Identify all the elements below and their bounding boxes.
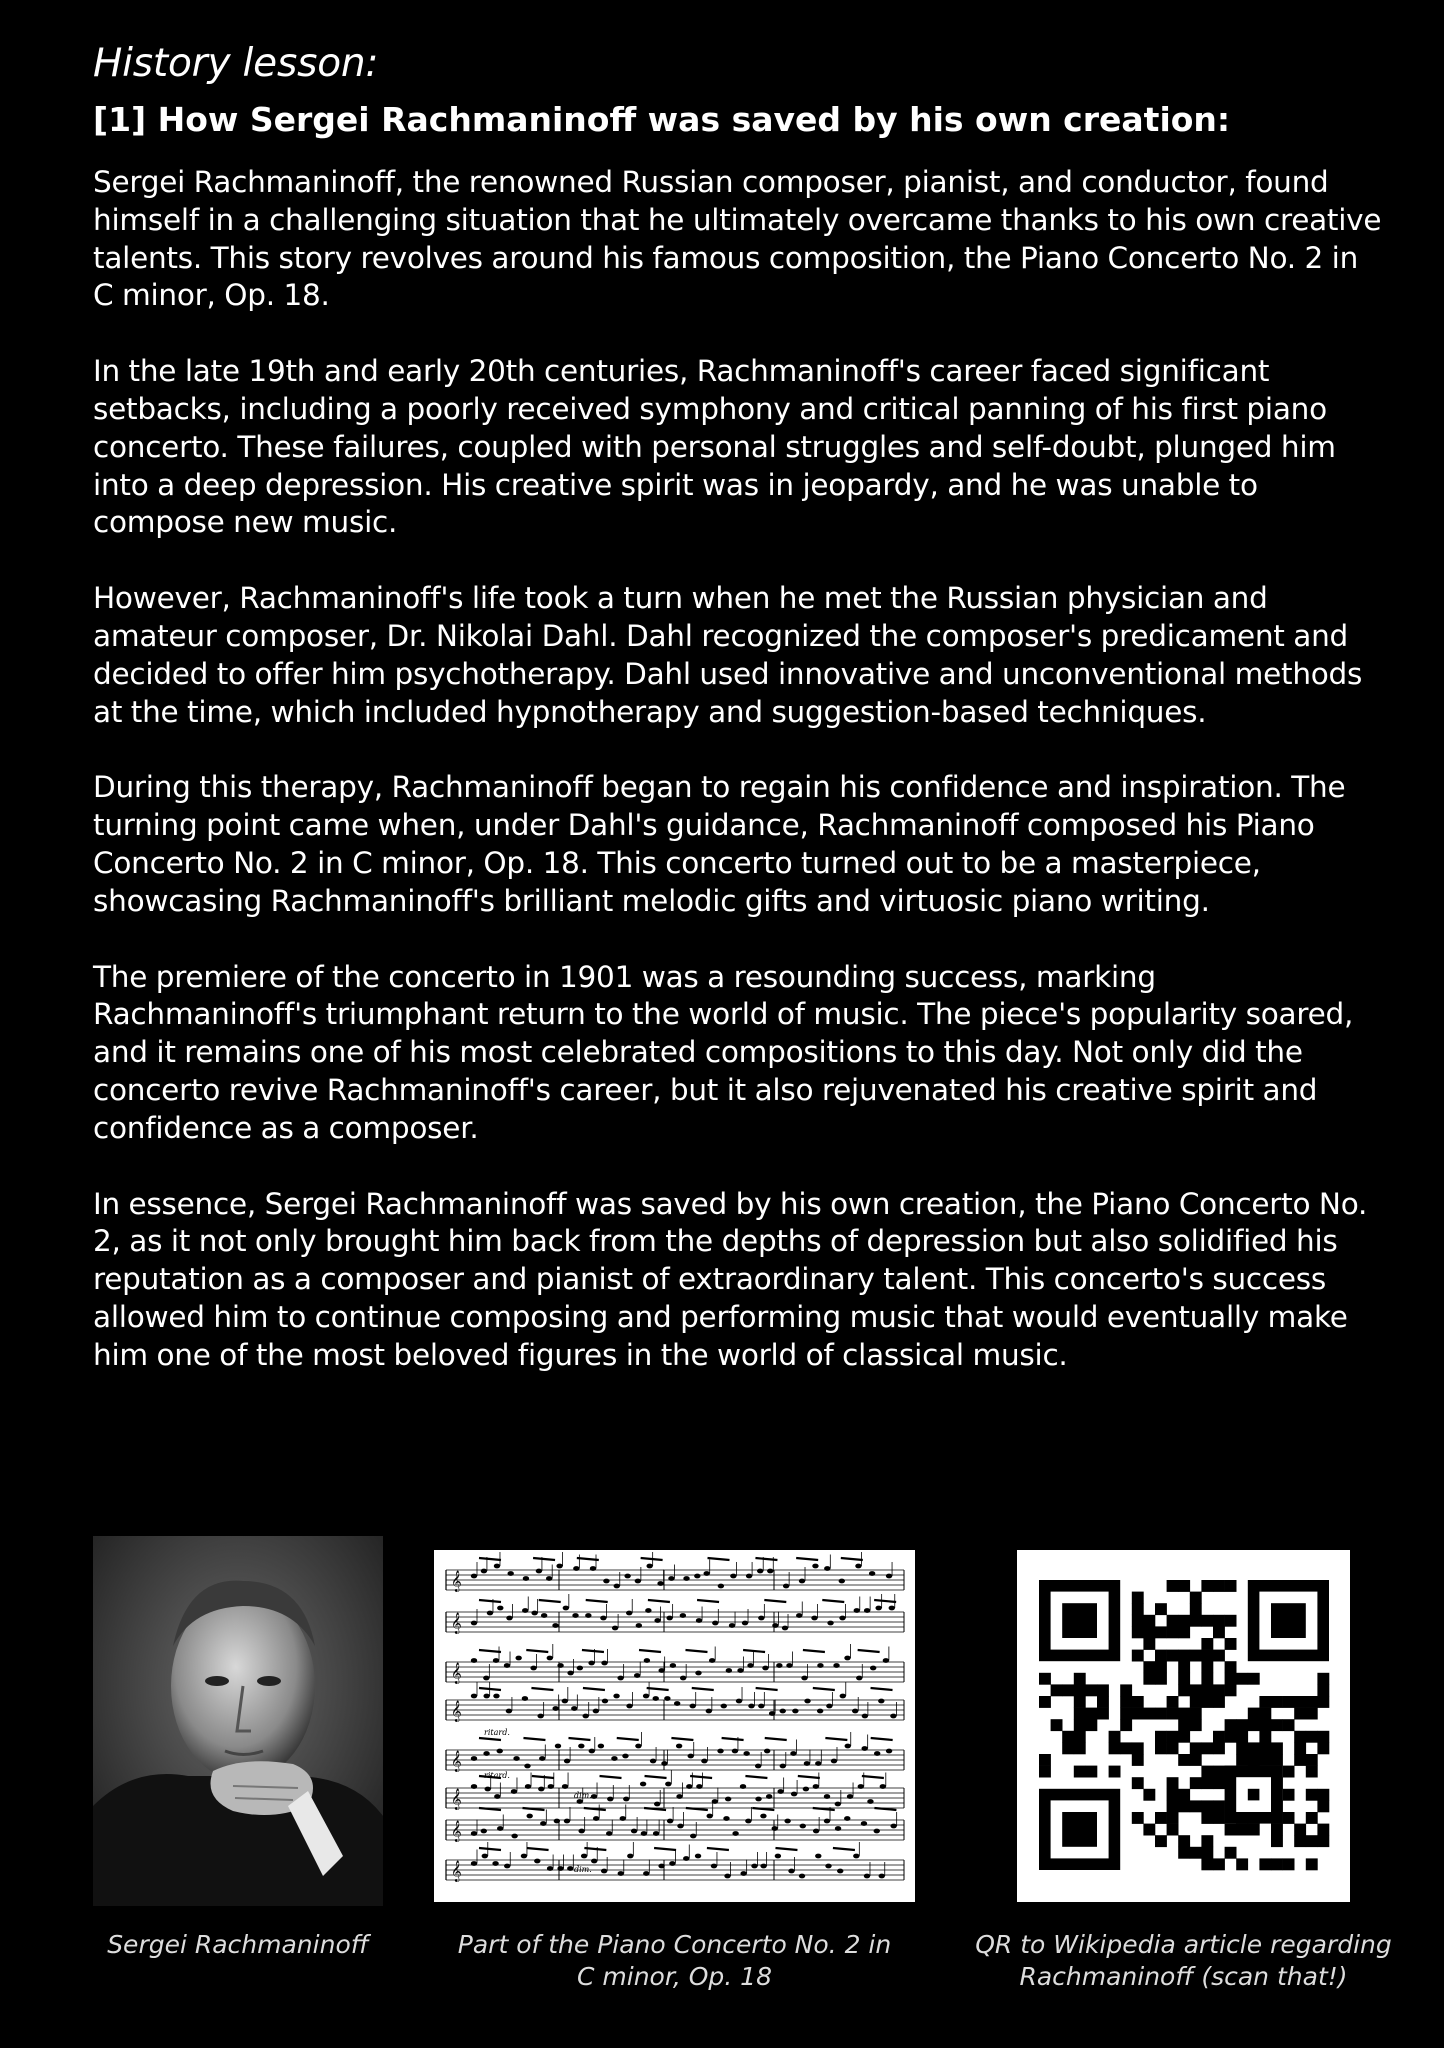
score-marking: dim.: [574, 1791, 592, 1800]
kicker-title: History lesson:: [93, 41, 379, 86]
svg-text:𝄞: 𝄞: [451, 1751, 462, 1772]
svg-text:𝄞: 𝄞: [451, 1663, 462, 1684]
qr-caption-line-2: Rachmaninoff (scan that!): [1019, 1962, 1348, 1991]
paragraph-4: During this therapy, Rachmaninoff began to regain his confidence and inspiration. The turning point came when, under Dahl's guidance, Rachmaninoff composed his Piano Concerto No. 2 in C minor, Op. 18. This concerto turned out to be a masterpiece, showcasing Rachmaninoff's brilliant melodic gifts and virtuosic piano writing.: [93, 770, 1346, 918]
svg-text:𝄞: 𝄞: [451, 1571, 462, 1592]
qr-caption: [960, 1929, 1407, 1993]
svg-text:𝄞: 𝄞: [451, 1821, 462, 1842]
portrait-caption: Sergei Rachmaninoff: [107, 1930, 369, 1959]
score-caption-line-1: Part of the Piano Concerto No. 2 in: [457, 1930, 892, 1959]
score-illustration: [434, 1550, 915, 1902]
paragraph-2: In the late 19th and early 20th centuries, Rachmaninoff's career faced significant setbacks, including a poorly received symphony and critical panning of his first piano concerto. These failures, coupled with personal struggles and self-doubt, plunged him into a deep depression. His creative spirit was in jeopardy, and he was unable to compose new music.: [93, 354, 1336, 540]
score-marking: ritard.: [484, 1728, 510, 1737]
article: [93, 40, 1383, 1413]
svg-text:𝄞: 𝄞: [451, 1789, 462, 1810]
article-heading: [1] How Sergei Rachmaninoff was saved by his own creation:: [93, 100, 1231, 139]
paragraph-1: Sergei Rachmaninoff, the renowned Russian composer, pianist, and conductor, found himself in a challenging situation that he ultimately overcame thanks to his own creative talents. This story revolves around his famous composition, the Piano Concerto No. 2 in C minor, Op. 18.: [93, 165, 1382, 313]
score-caption: [434, 1929, 915, 1993]
score-marking: ritard.: [484, 1771, 510, 1780]
qr-caption-line-1: QR to Wikipedia article regarding: [975, 1930, 1392, 1959]
score-marking: dim.: [574, 1865, 592, 1874]
paragraph-3: However, Rachmaninoff's life took a turn when he met the Russian physician and amateur composer, Dr. Nikolai Dahl. Dahl recognized the composer's predicament and decided to offer him psychotherapy. Dahl used innovative and unconventional methods at the time, which included hypnotherapy and suggestion-based techniques.: [93, 581, 1363, 729]
qr-code[interactable]: [1017, 1550, 1350, 1902]
score-caption-line-2: C minor, Op. 18: [577, 1962, 772, 1991]
score-image: [434, 1550, 915, 1902]
svg-text:𝄞: 𝄞: [451, 1861, 462, 1882]
paragraph-5: The premiere of the concerto in 1901 was a resounding success, marking Rachmaninoff's triumphant return to the world of music. The piece's popularity soared, and it remains one of his most celebrated compositions to this day. Not only did the concerto revive Rachmaninoff's career, but it also rejuvenated his creative spirit and confidence as a composer.: [93, 959, 1354, 1145]
portrait-illustration: [93, 1536, 383, 1906]
paragraph-6: In essence, Sergei Rachmaninoff was saved by his own creation, the Piano Concerto No. 2, as it not only brought him back from the depths of depression but also solidified his reputation as a composer and pianist of extraordinary talent. This concerto's success allowed him to continue composing and performing music that would eventually make him one of the most beloved figures in the world of classical music.: [93, 1186, 1368, 1372]
qr-code-pattern: [1017, 1550, 1350, 1902]
portrait-photo: [93, 1536, 383, 1906]
svg-text:𝄞: 𝄞: [451, 1613, 462, 1634]
svg-text:𝄞: 𝄞: [451, 1701, 462, 1722]
